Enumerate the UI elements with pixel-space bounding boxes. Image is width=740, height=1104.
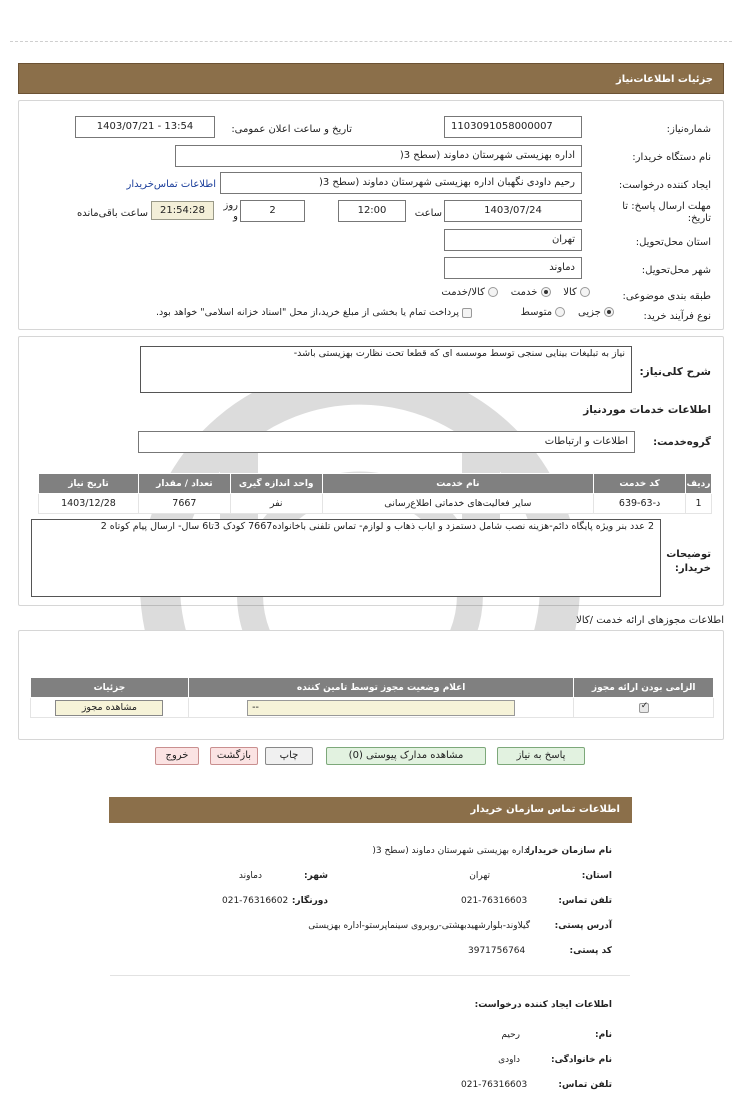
city-label: شهر محل‌تحویل: xyxy=(641,265,711,276)
attachments-button[interactable]: مشاهده مدارک پیوستی (0) xyxy=(326,747,486,765)
radio-jozi[interactable] xyxy=(604,307,614,317)
announce-datetime-field: 1403/07/21 - 13:54 xyxy=(75,116,215,138)
col-name: نام خدمت xyxy=(322,474,594,494)
days-label: روز و xyxy=(223,200,238,222)
requester-title: اطلاعات ایجاد کننده درخواست: xyxy=(474,1000,612,1010)
radio-jozi-label: جزیی xyxy=(577,307,601,318)
buyer-notes-label: توضیحات خریدار: xyxy=(666,549,711,574)
buyer-contact-title: اطلاعات تماس سازمان خریدار xyxy=(109,797,632,823)
back-button[interactable]: بازگشت xyxy=(210,747,258,765)
radio-khedmat-label: خدمت xyxy=(510,287,538,298)
col-row: ردیف xyxy=(686,474,712,494)
radio-kala[interactable] xyxy=(580,287,590,297)
cell-permit-status xyxy=(188,698,574,718)
cell-code: د-63-639 xyxy=(594,494,686,514)
fax-label: دورنگار: xyxy=(291,896,328,906)
process-label: نوع فرآیند خرید: xyxy=(643,311,711,322)
requester-phone-label: تلفن تماس: xyxy=(558,1080,612,1090)
table-row xyxy=(39,494,712,514)
address-label: آدرس پستی: xyxy=(554,921,612,931)
cell-permit-details xyxy=(31,698,189,718)
need-number-label: شماره‌نیاز: xyxy=(666,124,711,135)
buyer-notes-field: 2 عدد بنر ویژه پایگاه دائم-هزینه نصب شامل دستمزد و ایاب ذهاب و لوازم- تماس تلفنی باخانواده7667 کودک 3تا6 سال- ارسال پیام کوتاه 2 xyxy=(31,519,661,597)
exit-button[interactable]: خروج xyxy=(155,747,199,765)
radio-kala-khedmat[interactable] xyxy=(488,287,498,297)
table-row xyxy=(31,698,714,718)
city-contact-value: دماوند xyxy=(238,871,262,881)
cell-row: 1 xyxy=(686,494,712,514)
phone-contact-label: تلفن تماس: xyxy=(558,896,612,906)
creator-label: ایجاد کننده درخواست: xyxy=(618,180,711,191)
buyer-label: نام دستگاه خریدار: xyxy=(632,152,711,163)
col-code: کد خدمت xyxy=(594,474,686,494)
creator-field: رحیم داودی نگهبان اداره بهزیستی شهرستان دماوند (سطح 3( xyxy=(220,172,582,194)
description-label: شرح کلی‌نیاز: xyxy=(639,366,711,378)
address-value: گیلاوند-بلوارشهیدبهشتی-روبروی سینماپرستو-اداره بهزیستی xyxy=(308,921,530,931)
org-label: نام سازمان خریدار: xyxy=(525,846,612,856)
deadline-time-field: 12:00 xyxy=(338,200,406,222)
city-contact-label: شهر: xyxy=(304,871,328,881)
cell-permit-required xyxy=(574,698,714,718)
radio-kala-khedmat-label: کالا/خدمت xyxy=(441,287,485,298)
org-value: اداره بهزیستی شهرستان دماوند (سطح 3( xyxy=(372,846,530,856)
province-contact-value: تهران xyxy=(469,871,490,881)
col-permit-required: الزامی بودن ارائه مجوز xyxy=(574,678,714,698)
category-radio-group xyxy=(410,287,590,298)
check-icon: ✓ xyxy=(640,700,649,711)
service-group-field: اطلاعات و ارتباطات xyxy=(138,431,635,453)
announce-label: تاریخ و ساعت اعلان عمومی: xyxy=(231,124,352,135)
payment-note: پرداخت تمام یا بخشی از مبلغ خرید،از محل "اسناد خزانه اسلامی" خواهد بود. xyxy=(156,307,459,318)
permits-section-title: اطلاعات مجوزهای ارائه خدمت /کالا xyxy=(576,615,724,626)
col-permit-status: اعلام وضعیت مجوز توسط تامین کننده xyxy=(188,678,574,698)
service-group-label: گروه‌خدمت: xyxy=(653,437,711,448)
services-table xyxy=(38,473,712,514)
category-label: طبقه بندی موضوعی: xyxy=(622,291,711,302)
print-button[interactable]: چاپ xyxy=(265,747,313,765)
cell-qty: 7667 xyxy=(138,494,230,514)
deadline-label: مهلت ارسال پاسخ: تا تاریخ: xyxy=(622,201,711,224)
postal-value: 3971756764 xyxy=(468,946,526,956)
contact-divider xyxy=(110,975,630,976)
remaining-days-field: 2 xyxy=(240,200,305,222)
deadline-time-label: ساعت xyxy=(414,208,442,219)
description-field: نیاز به تبلیغات بینایی سنجی توسط موسسه ای که قطعا تحت نظارت بهزیستی باشد- xyxy=(140,346,632,393)
fax-value: 021-76316602 xyxy=(222,896,289,906)
payment-option xyxy=(100,307,472,318)
col-permit-details: جزئیات xyxy=(31,678,189,698)
page-title: جزئیات اطلاعات‌نیاز xyxy=(18,63,724,94)
permit-required-checkbox[interactable] xyxy=(639,700,649,713)
requester-phone-value: 021-76316603 xyxy=(461,1080,528,1090)
buyer-contact-link[interactable]: اطلاعات تماس‌خریدار xyxy=(126,179,216,190)
remaining-label: ساعت باقی‌مانده xyxy=(76,208,148,219)
col-date: تاریخ نیاز xyxy=(39,474,139,494)
requester-name-label: نام: xyxy=(595,1030,612,1040)
city-field: دماوند xyxy=(444,257,582,279)
buyer-name-field: اداره بهزیستی شهرستان دماوند (سطح 3( xyxy=(175,145,582,167)
cell-unit: نفر xyxy=(230,494,322,514)
deadline-date-field: 1403/07/24 xyxy=(444,200,582,222)
radio-kala-label: کالا xyxy=(563,287,577,298)
phone-contact-value: 021-76316603 xyxy=(461,896,528,906)
view-permit-button[interactable]: مشاهده مجوز xyxy=(55,700,163,716)
services-section-title: اطلاعات خدمات موردنیاز xyxy=(583,404,711,416)
permit-status-select[interactable]: -- xyxy=(247,700,515,716)
col-qty: تعداد / مقدار xyxy=(138,474,230,494)
requester-name-value: رحیم xyxy=(501,1030,520,1040)
treasury-checkbox[interactable] xyxy=(462,308,472,318)
radio-motevaset-label: متوسط xyxy=(520,307,553,318)
col-unit: واحد اندازه گیری xyxy=(230,474,322,494)
province-contact-label: استان: xyxy=(581,871,612,881)
requester-family-label: نام خانوادگی: xyxy=(550,1055,612,1065)
radio-khedmat[interactable] xyxy=(541,287,551,297)
cell-date: 1403/12/28 xyxy=(39,494,139,514)
permits-table xyxy=(30,677,714,718)
reply-button[interactable]: پاسخ به نیاز xyxy=(497,747,585,765)
remaining-time-field: 21:54:28 xyxy=(151,201,214,220)
process-radio-group xyxy=(480,307,614,318)
cell-name: سایر فعالیت‌های خدماتی اطلاع‌رسانی xyxy=(322,494,594,514)
need-number-field: 1103091058000007 xyxy=(444,116,582,138)
province-field: تهران xyxy=(444,229,582,251)
requester-family-value: داودی xyxy=(498,1055,520,1065)
top-divider xyxy=(10,41,732,42)
province-label: استان محل‌تحویل: xyxy=(635,237,711,248)
postal-label: کد پستی: xyxy=(569,946,612,956)
radio-motevaset[interactable] xyxy=(555,307,565,317)
